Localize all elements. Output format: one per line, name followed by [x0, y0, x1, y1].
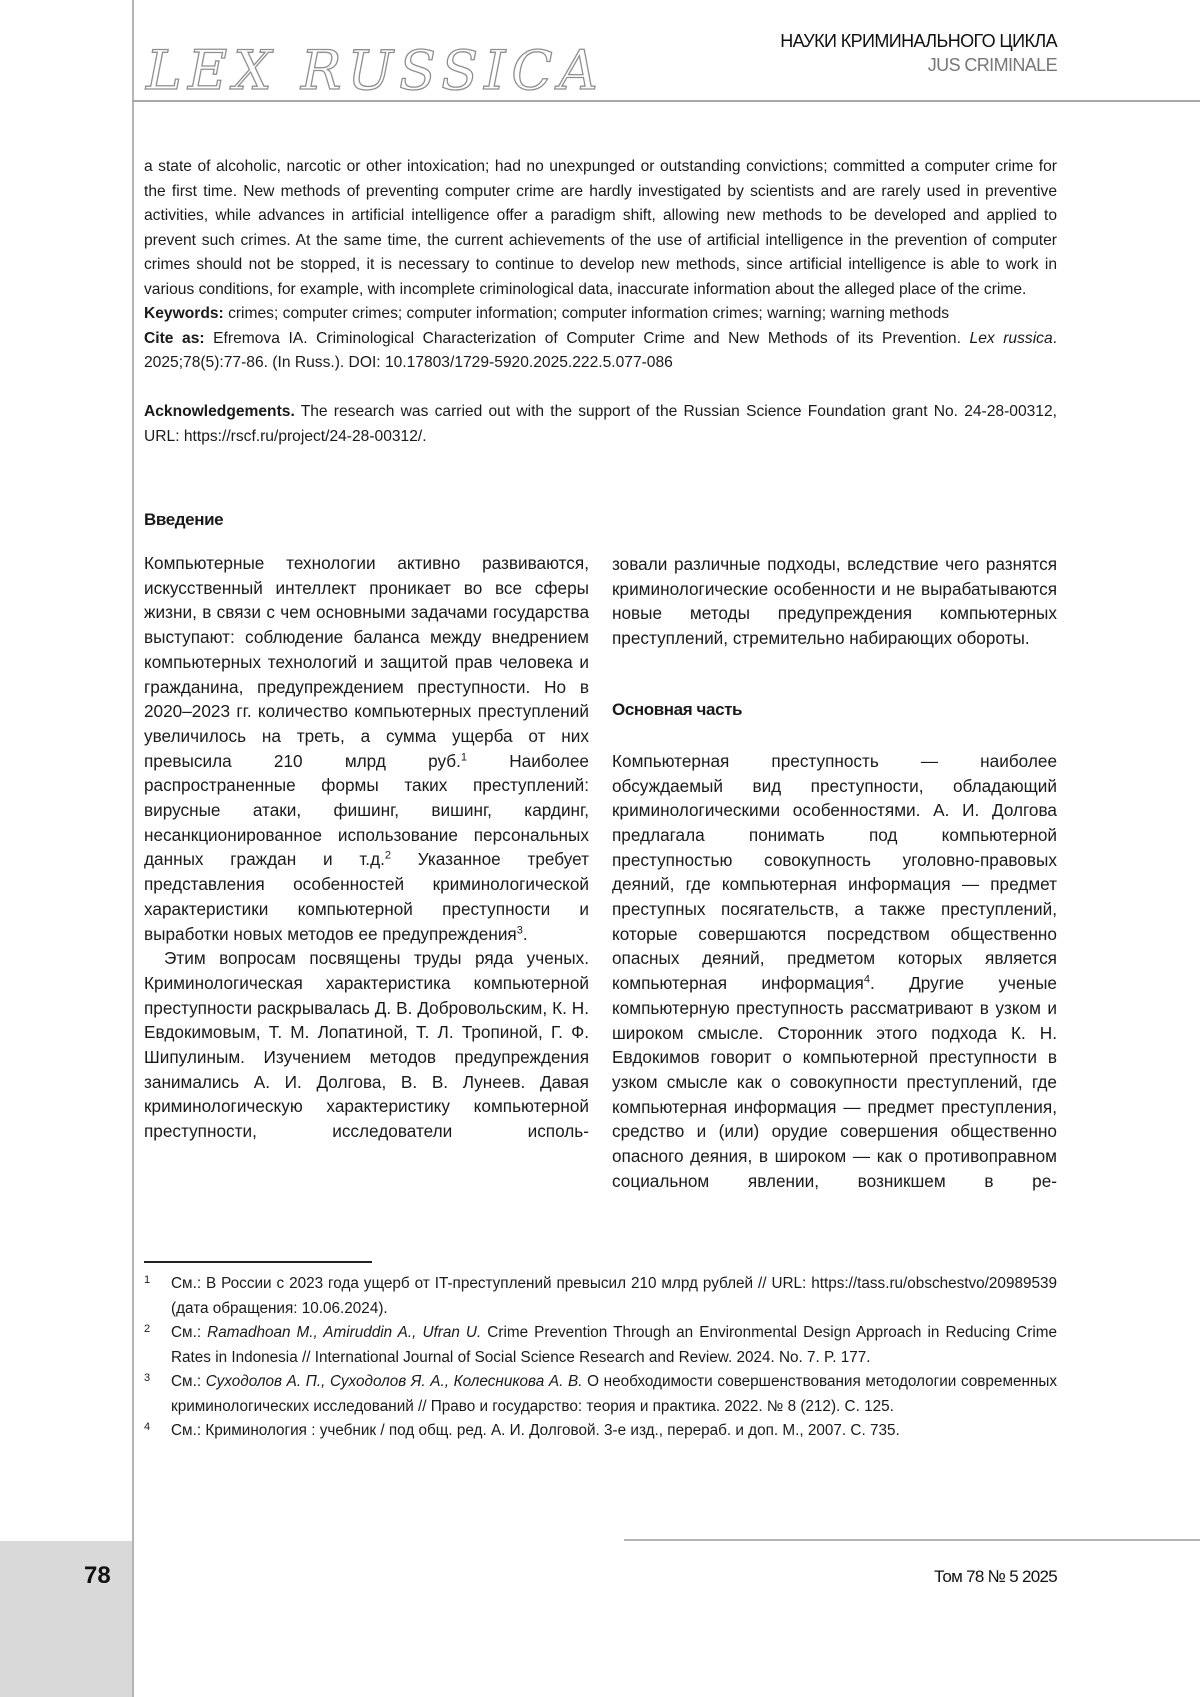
keywords: [144, 302, 1057, 327]
text: Указанное требует представления особенностей криминологической характеристики компьютерной преступности и выработки новых методов ее предупреждения: [144, 849, 589, 943]
footnote-text: См.: В России с 2023 года ущерб от IT-преступлений превысил 210 млрд рублей // URL: https://tass.ru/obschestvo/20989539 (дата обращения: 10.06.2024).: [171, 1275, 1057, 1317]
footnote-text: См.:: [171, 1324, 207, 1341]
page-number: 78: [84, 1562, 111, 1590]
footnote: [144, 1419, 1057, 1444]
ack-label: Acknowledgements.: [144, 403, 295, 420]
keywords-list: crimes; computer crimes; computer information; computer information crimes; warning; warning methods: [224, 305, 949, 322]
cite-label: Cite as:: [144, 330, 205, 347]
cite-text: Efremova IA. Criminological Characterization of Computer Crime and New Methods of its Prevention.: [205, 330, 970, 347]
footnote-authors: Ramadhoan M., Amiruddin A., Ufran U.: [207, 1324, 481, 1341]
footnote-text: Crime Prevention Through an Environmental Design Approach in Reducing Crime Rates in Indonesia // International Journal of Social Science Research and Review. 2024. No. 7. P. 177.: [171, 1324, 1057, 1366]
margin-rule: [132, 0, 134, 1697]
cite-journal: Lex russica: [970, 330, 1053, 347]
paragraph-3: [612, 749, 1057, 1194]
paragraph-1: [144, 551, 589, 946]
keywords-label: Keywords:: [144, 305, 224, 322]
footnote-separator: [144, 1261, 372, 1263]
footnote-ref[interactable]: 2: [385, 850, 391, 862]
heading-introduction: Введение: [144, 508, 589, 532]
footnote-authors: Суходолов А. П., Суходолов Я. А., Колесникова А. В.: [206, 1373, 583, 1390]
footnote-text: См.:: [171, 1373, 206, 1390]
footnote: [144, 1272, 1057, 1321]
journal-logo: LEX RUSSICA: [146, 40, 604, 102]
footnote: [144, 1370, 1057, 1419]
text: Наиболее распространенные формы таких преступлений: вирусные атаки, фишинг, вишинг, кардинг, несанкционированное использование персональных данных граждан и т.д.: [144, 751, 589, 870]
text: Компьютерная преступность — наиболее обсуждаемый вид преступности, обладающий криминологическими особенностями. А. И. Долгова предлагала понимать под компьютерной преступностью совокупность уголовно-правовых деяний, где компьютерная информация — предмет преступных посягательств, а также преступлений, которые совершаются посредством общественно опасных деяний, предметом которых является компьютерная информация: [612, 751, 1057, 993]
footnotes: [144, 1272, 1057, 1444]
paragraph-2-part-2: зовали различные подходы, вследствие чего разнятся криминологические особенности и не вырабатываются новые методы предупреждения компьютерных преступлений, стремительно набирающих обороты.: [612, 552, 1057, 651]
left-column: [144, 508, 589, 1144]
text: Компьютерные технологии активно развиваются, искусственный интеллект проникает во все сферы жизни, в связи с чем основными задачами государства выступают: соблюдение баланса между внедрением компьютерных технологий и защитой прав человека и гражданина, предупреждением преступности. Но в 2020–2023 гг. количество компьютерных преступлений увеличилось на треть, а сумма ущерба от них превысила 210 млрд руб.: [144, 553, 589, 771]
acknowledgements: [144, 400, 1057, 449]
paragraph-2-part-1: Этим вопросам посвящены труды ряда ученых. Криминологическая характеристика компьютерной преступности раскрывалась Д. В. Добровольским, К. Н. Евдокимовым, Т. М. Лопатиной, Т. Л. Тропиной, Г. Ф. Шипулиным. Изучением методов предупреждения занимались А. И. Долгова, В. В. Лунеев. Давая криминологическую характеристику компьютерной преступности, исследователи исполь-: [144, 946, 589, 1144]
abstract: [144, 155, 1057, 449]
footer-rule: [624, 1539, 1200, 1541]
abstract-text: a state of alcoholic, narcotic or other intoxication; had no unexpunged or outstanding convictions; committed a computer crime for the first time. New methods of preventing computer crime are hardly investigated by scientists and are rarely used in preventive activities, while advances in artificial intelligence offer a paradigm shift, allowing new methods to be developed and applied to prevent such crimes. At the same time, the current achievements of the use of artificial intelligence in the prevention of computer crimes should not be stopped, it is necessary to continue to develop new methods, since artificial intelligence is able to work in various conditions, for example, with incomplete criminological data, inaccurate information about the alleged place of the crime.: [144, 155, 1057, 302]
footnote-number: 1: [144, 1268, 150, 1293]
heading-main-part: Основная часть: [612, 698, 1057, 722]
footnote: [144, 1321, 1057, 1370]
page-number-band: [0, 1541, 132, 1697]
section-title-ru: НАУКИ КРИМИНАЛЬНОГО ЦИКЛА: [780, 31, 1057, 52]
footnote-number: 4: [144, 1415, 150, 1440]
citation: [144, 327, 1057, 376]
footnote-ref[interactable]: 4: [864, 973, 870, 985]
footnote-text: См.: Криминология : учебник / под общ. ред. А. И. Долговой. 3-е изд., перераб. и доп. М., 2007. С. 735.: [171, 1422, 900, 1439]
footnote-ref[interactable]: 1: [461, 751, 467, 763]
issue-info: Том 78 № 5 2025: [934, 1567, 1057, 1587]
footnote-number: 3: [144, 1366, 150, 1391]
footnote-text: О необходимости совершенствования методологии современных криминологических исследований // Право и государство: теория и практика. 2022. № 8 (212). С. 125.: [171, 1373, 1057, 1415]
text: .: [523, 924, 528, 944]
footnote-number: 2: [144, 1317, 150, 1342]
section-title-latin: JUS CRIMINALE: [928, 55, 1057, 76]
cite-doi: . 2025;78(5):77-86. (In Russ.). DOI: 10.17803/1729-5920.2025.222.5.077-086: [144, 330, 1057, 372]
ack-text: The research was carried out with the support of the Russian Science Foundation grant No. 24-28-00312, URL: https://rscf.ru/project/24-28-00312/.: [144, 403, 1057, 445]
right-column: [612, 552, 1057, 1193]
text: . Другие ученые компьютерную преступность рассматривают в узком и широком смысле. Сторонник этого подхода К. Н. Евдокимов говорит о компьютерной преступности в узком смысле как о совокупности преступлений, где компьютерная информация — предмет преступления, средство и (или) орудие совершения общественно опасного деяния, в широком — как о противоправном социальном явлении, возникшем в ре-: [612, 973, 1057, 1191]
footnote-ref[interactable]: 3: [517, 924, 523, 936]
